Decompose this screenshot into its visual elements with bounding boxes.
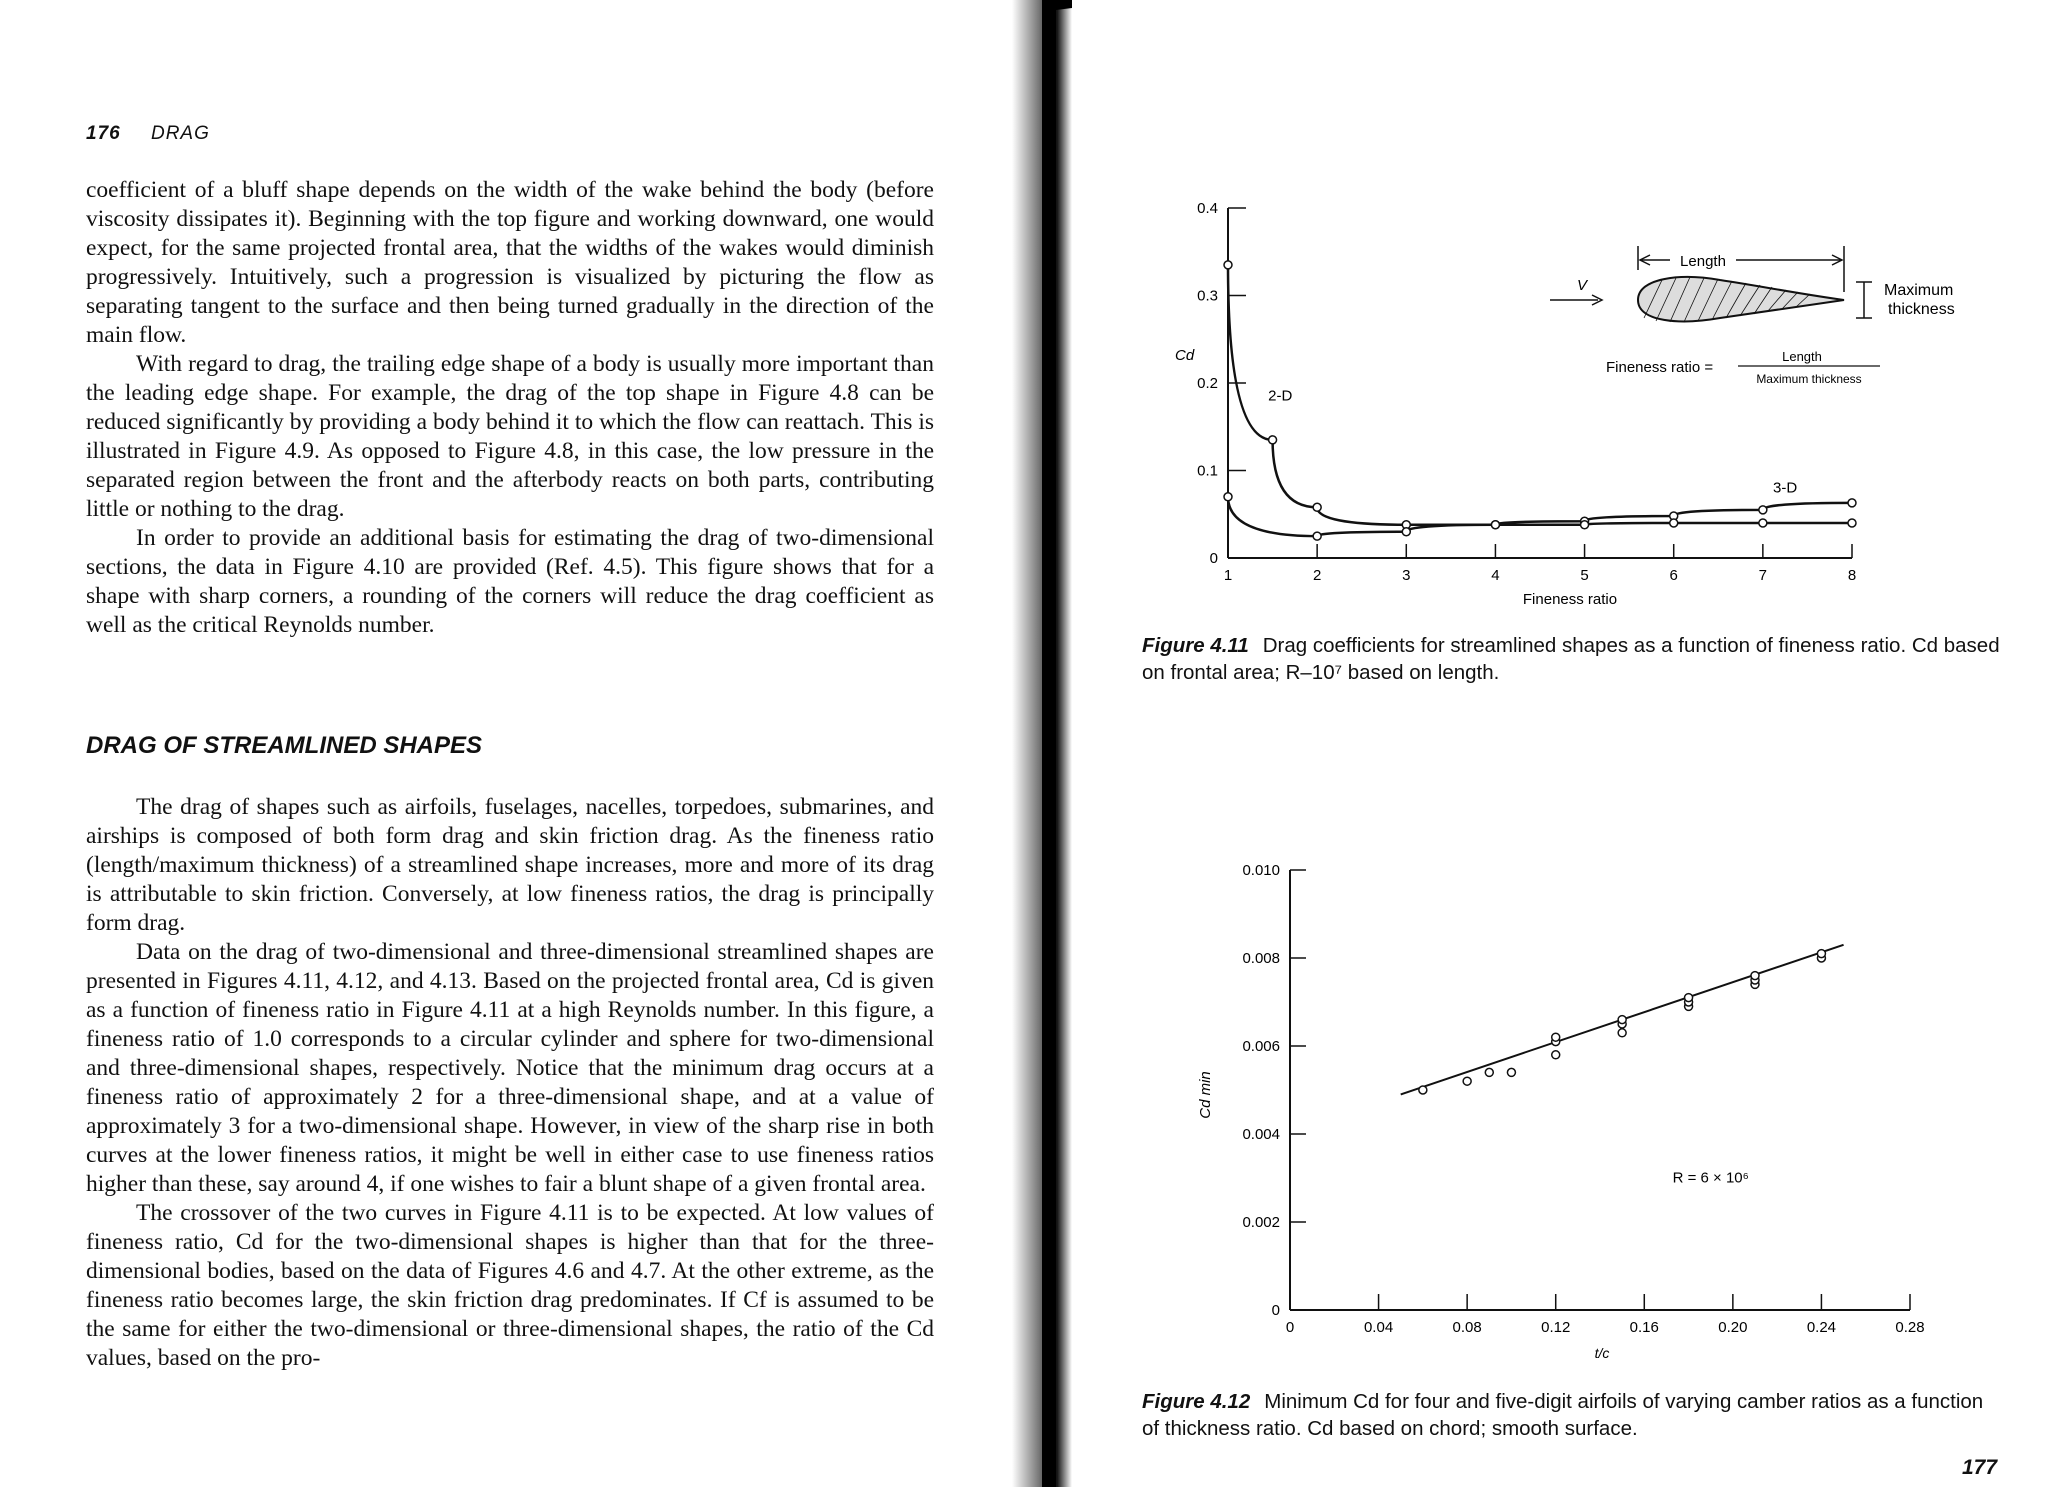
x-tick-label: 3 [1402, 567, 1411, 584]
data-point-2-D [1313, 503, 1321, 511]
series-label-2d: 2-D [1268, 387, 1293, 405]
x-tick-label: 0.24 [1806, 1319, 1837, 1336]
fineness-ratio-inset [1550, 246, 1955, 386]
data-point-3-D [1581, 521, 1589, 529]
fig412-labels [1197, 862, 1925, 1361]
thickness-label: thickness [1888, 301, 1955, 318]
figure-4-11 [1140, 190, 2040, 620]
y-tick-label: 0 [1209, 550, 1218, 567]
data-point [1507, 1068, 1515, 1076]
y-axis-label: Cd [1175, 347, 1195, 364]
figure-4-12 [1140, 850, 2040, 1380]
data-point [1817, 950, 1825, 958]
data-point [1751, 972, 1759, 980]
data-point-3-D [1759, 519, 1767, 527]
data-point-2-D [1269, 436, 1277, 444]
x-tick-label: 7 [1758, 567, 1768, 584]
figure-4-12-caption-text: Minimum Cd for four and five-digit airfoils of varying camber ratios as a function of thickness ratio. Cd based on chord; smooth surface. [1142, 1390, 1984, 1440]
fraction-numerator: Length [1782, 349, 1822, 364]
y-tick-label: 0.010 [1242, 862, 1280, 879]
x-tick-label: 4 [1491, 567, 1500, 584]
fraction-denominator: Maximum thickness [1756, 372, 1862, 386]
x-tick-label: 0 [1285, 1319, 1295, 1336]
figure-4-12-caption [1142, 1388, 2002, 1442]
data-point-2-D [1759, 506, 1767, 514]
data-point-3-D [1224, 493, 1232, 501]
section-heading: DRAG OF STREAMLINED SHAPES [86, 732, 483, 759]
fig412-axes [1290, 870, 1910, 1310]
y-tick-label: 0.4 [1197, 200, 1218, 217]
data-point [1618, 1029, 1626, 1037]
reynolds-annotation: R = 6 × 10⁶ [1672, 1169, 1749, 1187]
series-label-3d: 3-D [1773, 479, 1798, 497]
figure-4-11-caption-text: Drag coefficients for streamlined shapes as a function of fineness ratio. Cd based on frontal area; R–10⁷ based on length. [1142, 634, 2000, 684]
figure-4-11-label: Figure 4.11 [1142, 634, 1249, 657]
data-point [1552, 1051, 1560, 1059]
y-tick-label: 0.2 [1197, 375, 1218, 392]
chapter-title: DRAG [150, 123, 210, 144]
x-tick-label: 6 [1669, 567, 1678, 584]
data-point-2-D [1224, 261, 1232, 269]
length-label: Length [1680, 253, 1726, 270]
y-tick-label: 0.002 [1242, 1214, 1280, 1231]
data-point [1463, 1077, 1471, 1085]
paragraph: coefficient of a bluff shape depends on the width of the wake behind the body (before viscosity dissipates it). Beginning with the top figure and working downward, one would expect, for the same projected frontal area, that the widths of the wakes would diminish progressively. Intuitively, such a progression is visualized by picturing the flow as separating tangent to the surface and then being turned gradually in the direction of the main flow. [86, 177, 934, 348]
x-axis-label: t/c [1594, 1345, 1610, 1361]
y-tick-label: 0.006 [1242, 1038, 1280, 1055]
velocity-label: V [1577, 277, 1588, 294]
body-text-top [86, 176, 934, 640]
data-point-3-D [1402, 528, 1410, 536]
left-page [0, 0, 1010, 1487]
x-tick-label: 5 [1580, 567, 1589, 584]
data-point [1618, 1016, 1626, 1024]
right-page-number: 177 [1962, 1456, 1998, 1479]
running-header [86, 123, 210, 145]
maximum-label: Maximum [1884, 282, 1954, 299]
y-tick-label: 0.008 [1242, 950, 1280, 967]
paragraph: In order to provide an additional basis for estimating the drag of two-dimensional sections, the data in Figure 4.10 are provided (Ref. 4.5). This figure shows that for a shape with sharp corners, a rounding of the corners will reduce the drag coefficient as well as the critical Reynolds number. [86, 525, 934, 638]
data-point-3-D [1313, 532, 1321, 540]
fig412-ticks [1290, 870, 1910, 1310]
data-point [1552, 1033, 1560, 1041]
figure-4-12-label: Figure 4.12 [1142, 1390, 1251, 1413]
book-gutter [1012, 0, 1072, 1487]
fineness-equation-label: Fineness ratio = [1606, 359, 1714, 376]
x-tick-label: 0.12 [1541, 1319, 1571, 1336]
y-tick-label: 0.3 [1197, 287, 1218, 305]
x-tick-label: 2 [1312, 567, 1322, 584]
x-tick-label: 0.08 [1452, 1319, 1482, 1336]
data-point [1685, 994, 1693, 1002]
data-point-3-D [1670, 519, 1678, 527]
series-line-3-D [1228, 497, 1852, 536]
x-tick-label: 8 [1847, 567, 1857, 584]
x-tick-label: 1 [1223, 567, 1233, 584]
paragraph: Data on the drag of two-dimensional and three-dimensional streamlined shapes are presented in Figures 4.11, 4.12, and 4.13. Based on the projected frontal area, Cd is given as a function of fineness ratio in Figure 4.11 at a high Reynolds number. In this figure, a fineness ratio of 1.0 corresponds to a circular cylinder and sphere for two-dimensional and three-dimensional shapes, respectively. Notice that the minimum drag occurs at a fineness ratio of approximately 2 for a three-dimensional shape, and at a value of approximately 3 for a two-dimensional shape. However, in view of the sharp rise in both curves at the lower fineness ratios, it might be well in either case to use fineness ratios higher than these, say around 4, if one wishes to fair a blunt shape of a given frontal area. [86, 939, 934, 1197]
body-text-bottom [86, 793, 934, 1373]
y-axis-label: Cd min [1197, 1071, 1214, 1119]
left-page-number: 176 [86, 123, 121, 144]
data-point [1485, 1068, 1493, 1076]
data-point [1419, 1086, 1427, 1094]
y-tick-label: 0 [1271, 1302, 1280, 1319]
paragraph: The crossover of the two curves in Figure 4.11 is to be expected. At low values of fineness ratio, Cd for the two-dimensional shapes is higher than that for the three-dimensional bodies, based on the data of Figures 4.6 and 4.7. At the other extreme, as the fineness ratio becomes large, the skin friction drag predominates. If Cf is assumed to be the same for either the two-dimensional or three-dimensional shapes, the ratio of the Cd values, based on the pro- [86, 1200, 934, 1371]
x-tick-label: 0.28 [1895, 1319, 1925, 1336]
x-tick-label: 0.16 [1629, 1319, 1659, 1336]
data-point-2-D [1848, 499, 1856, 507]
figure-4-11-caption [1142, 632, 2002, 686]
x-axis-label: Fineness ratio [1522, 591, 1618, 608]
x-tick-label: 0.20 [1718, 1319, 1748, 1336]
data-point-3-D [1491, 521, 1499, 529]
fig411-labels [1175, 200, 1856, 608]
paragraph: The drag of shapes such as airfoils, fuselages, nacelles, torpedoes, submarines, and airships is composed of both form drag and skin friction drag. As the fineness ratio (length/maximum thickness) of a streamlined shape increases, more and more of its drag is attributable to skin friction. Conversely, at low fineness ratios, the drag is principally form drag. [86, 794, 934, 936]
x-tick-label: 0.04 [1363, 1319, 1394, 1336]
y-tick-label: 0.004 [1242, 1126, 1280, 1143]
y-tick-label: 0.1 [1197, 462, 1218, 480]
paragraph: With regard to drag, the trailing edge shape of a body is usually more important than the leading edge shape. For example, the drag of the top shape in Figure 4.8 can be reduced significantly by providing a body behind it to which the flow can reattach. This is illustrated in Figure 4.9. As opposed to Figure 4.8, in this case, the low pressure in the separated region between the front and the afterbody reacts on both parts, contributing little or nothing to the drag. [86, 351, 934, 522]
data-point-3-D [1848, 519, 1856, 527]
